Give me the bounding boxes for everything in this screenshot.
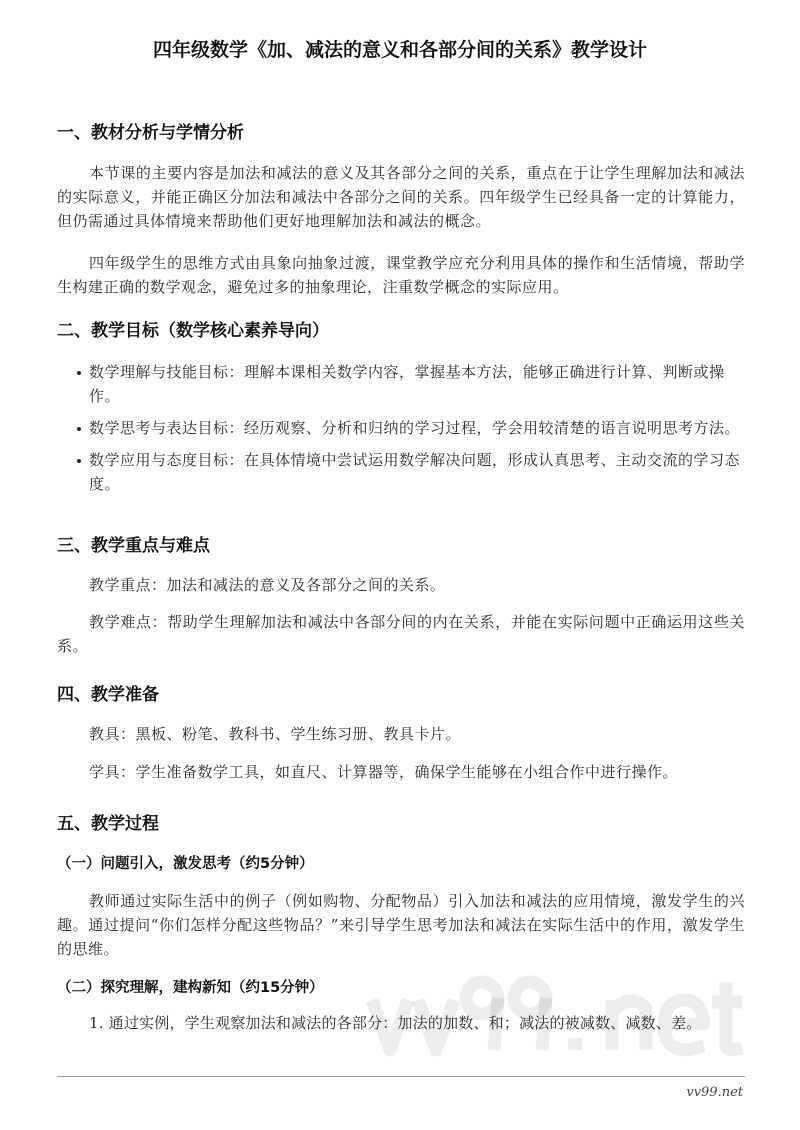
subsection-heading: （二）探究理解，建构新知（约15分钟） [57,980,324,996]
section-heading-4: 四、教学准备 [57,685,159,705]
subsection-heading: （一）问题引入，激发思考（约5分钟） [57,856,314,872]
footer-divider [57,1076,745,1077]
list-item [57,448,745,496]
bullet-icon [77,459,81,463]
paragraph: 四年级学生的思维方式由具象向抽象过渡，课堂教学应充分利用具体的操作和生活情境，帮助学生构建正确的数学观念，避免过多的抽象理论，注重数学概念的实际应用。 [57,254,745,296]
bullet-icon [77,427,81,431]
list-item [57,416,745,440]
list-item-text: 数学应用与态度目标：在具体情境中尝试运用数学解决问题，形成认真思考、主动交流的学习态度。 [89,451,741,493]
paragraph: 学具：学生准备数学工具，如直尺、计算器等，确保学生能够在小组合作中进行操作。 [89,763,679,781]
section-heading-2: 二、教学目标（数学核心素养导向） [57,321,329,341]
list-item-text: 数学理解与技能目标：理解本课相关数学内容，掌握基本方法，能够正确进行计算、判断或操作。 [89,363,725,405]
section-heading-1: 一、教材分析与学情分析 [57,123,244,143]
paragraph: 教具：黑板、粉笔、教科书、学生练习册、教具卡片。 [89,725,462,743]
paragraph: 教学难点：帮助学生理解加法和减法中各部分间的内在关系，并能在实际问题中正确运用这些关系。 [57,613,745,655]
paragraph: 教学重点：加法和减法的意义及各部分之间的关系。 [89,576,446,594]
list-item-text: 数学思考与表达目标：经历观察、分析和归纳的学习过程，学会用较清楚的语言说明思考方法。 [89,419,741,437]
list-item [57,360,745,408]
section-heading-5: 五、教学过程 [57,814,159,834]
footer-site: vv99.net [686,1085,743,1100]
paragraph: 1. 通过实例，学生观察加法和减法的各部分：加法的加数、和；减法的被减数、减数、差。 [89,1014,702,1032]
document-title: 四年级数学《加、减法的意义和各部分间的关系》教学设计 [152,39,647,61]
section-heading-3: 三、教学重点与难点 [57,536,210,556]
paragraph: 教师通过实际生活中的例子（例如购物、分配物品）引入加法和减法的应用情境，激发学生的兴趣。通过提问“你们怎样分配这些物品？”来引导学生思考加法和减法在实际生活中的作用，激发学生的思维。 [57,892,745,958]
paragraph: 本节课的主要内容是加法和减法的意义及其各部分之间的关系，重点在于让学生理解加法和减法的实际意义，并能正确区分加法和减法中各部分之间的关系。四年级学生已经具备一定的计算能力，但仍需通过具体情境来帮助他们更好地理解加法和减法的概念。 [57,164,745,230]
bullet-icon [77,371,81,375]
